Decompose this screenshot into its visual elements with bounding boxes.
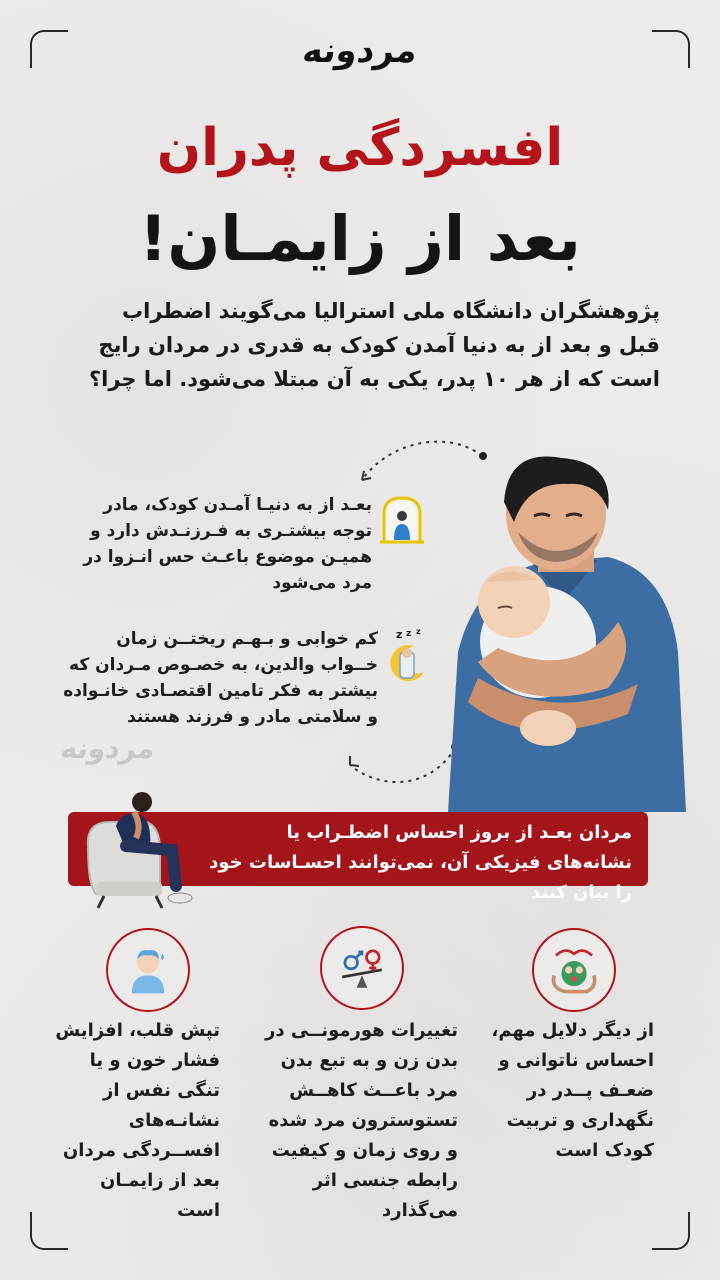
- column-helplessness-text: از دیگر دلایل مهم، احساس ناتوانی و ضعـف پــدر در نگهداری و تربیت کودک است: [491, 1020, 654, 1161]
- column-hormones-text: تغییرات هورمونــی در بدن زن و به تبع بدن مرد باعــث کاهــش تستوسترون مرد شده و روی زمان و کیفیت رابطه جنسی اثر می‌گذارد: [264, 1020, 458, 1221]
- brand-logo[interactable]: مردونه: [300, 31, 420, 71]
- banner-text: مردان بعـد از بروز احساس اضطـراب یا نشانه‌های فیزیکی آن، نمی‌توانند احسـاسات خود را بیان کنند: [209, 822, 632, 903]
- column-symptoms-text: تپش قلب، افزایش فشار خون و یا تنگی نفس از نشانـه‌های افســردگی مردان بعد از زایمـان است: [55, 1020, 220, 1221]
- sweating-man-icon: [106, 928, 190, 1012]
- point-sleep-text: کم خوابی و بـهـم ریختــن زمان خــواب والدین، به خصـوص مـردان که بیشتر به فکر تامین اقتصـادی خانـواده و سلامتی مادر و فرزند هستند: [63, 629, 378, 727]
- svg-text:z: z: [396, 628, 403, 641]
- father-holding-baby-illustration: [438, 452, 688, 812]
- frame-corner-top-right: [652, 30, 690, 68]
- parents-care-icon: [532, 928, 616, 1012]
- hormone-balance-icon: [320, 926, 404, 1010]
- point-isolation-text: بعـد از به دنیـا آمـدن کودک، مادر توجه بیشتـری به فـرزنـدش دارد و همیـن موضوع باعـث حس انـزوا در مرد می‌شود: [83, 495, 372, 593]
- svg-text:z: z: [406, 629, 412, 639]
- intro-paragraph: پژوهشگران دانشگاه ملی استرالیا می‌گویند اضطراب قبل و بعد از به دنیا آمدن کودک به قدری در مردان رایج است که از هر ۱۰ پدر، یکی به آن مبتلا می‌شود. اما چرا؟: [88, 299, 660, 391]
- sad-man-in-chair-illustration: [76, 786, 216, 910]
- frame-corner-top-left: [30, 30, 68, 68]
- svg-text:z: z: [416, 627, 421, 636]
- frame-corner-bottom-right: [652, 1212, 690, 1250]
- title-line-2: بعد از زایمـان!: [139, 202, 581, 275]
- isolated-person-icon: [380, 496, 424, 546]
- watermark-logo: مردونه: [58, 731, 158, 765]
- title-line-1: افسردگی پدران: [156, 118, 564, 178]
- sleep-moon-icon: [384, 626, 428, 676]
